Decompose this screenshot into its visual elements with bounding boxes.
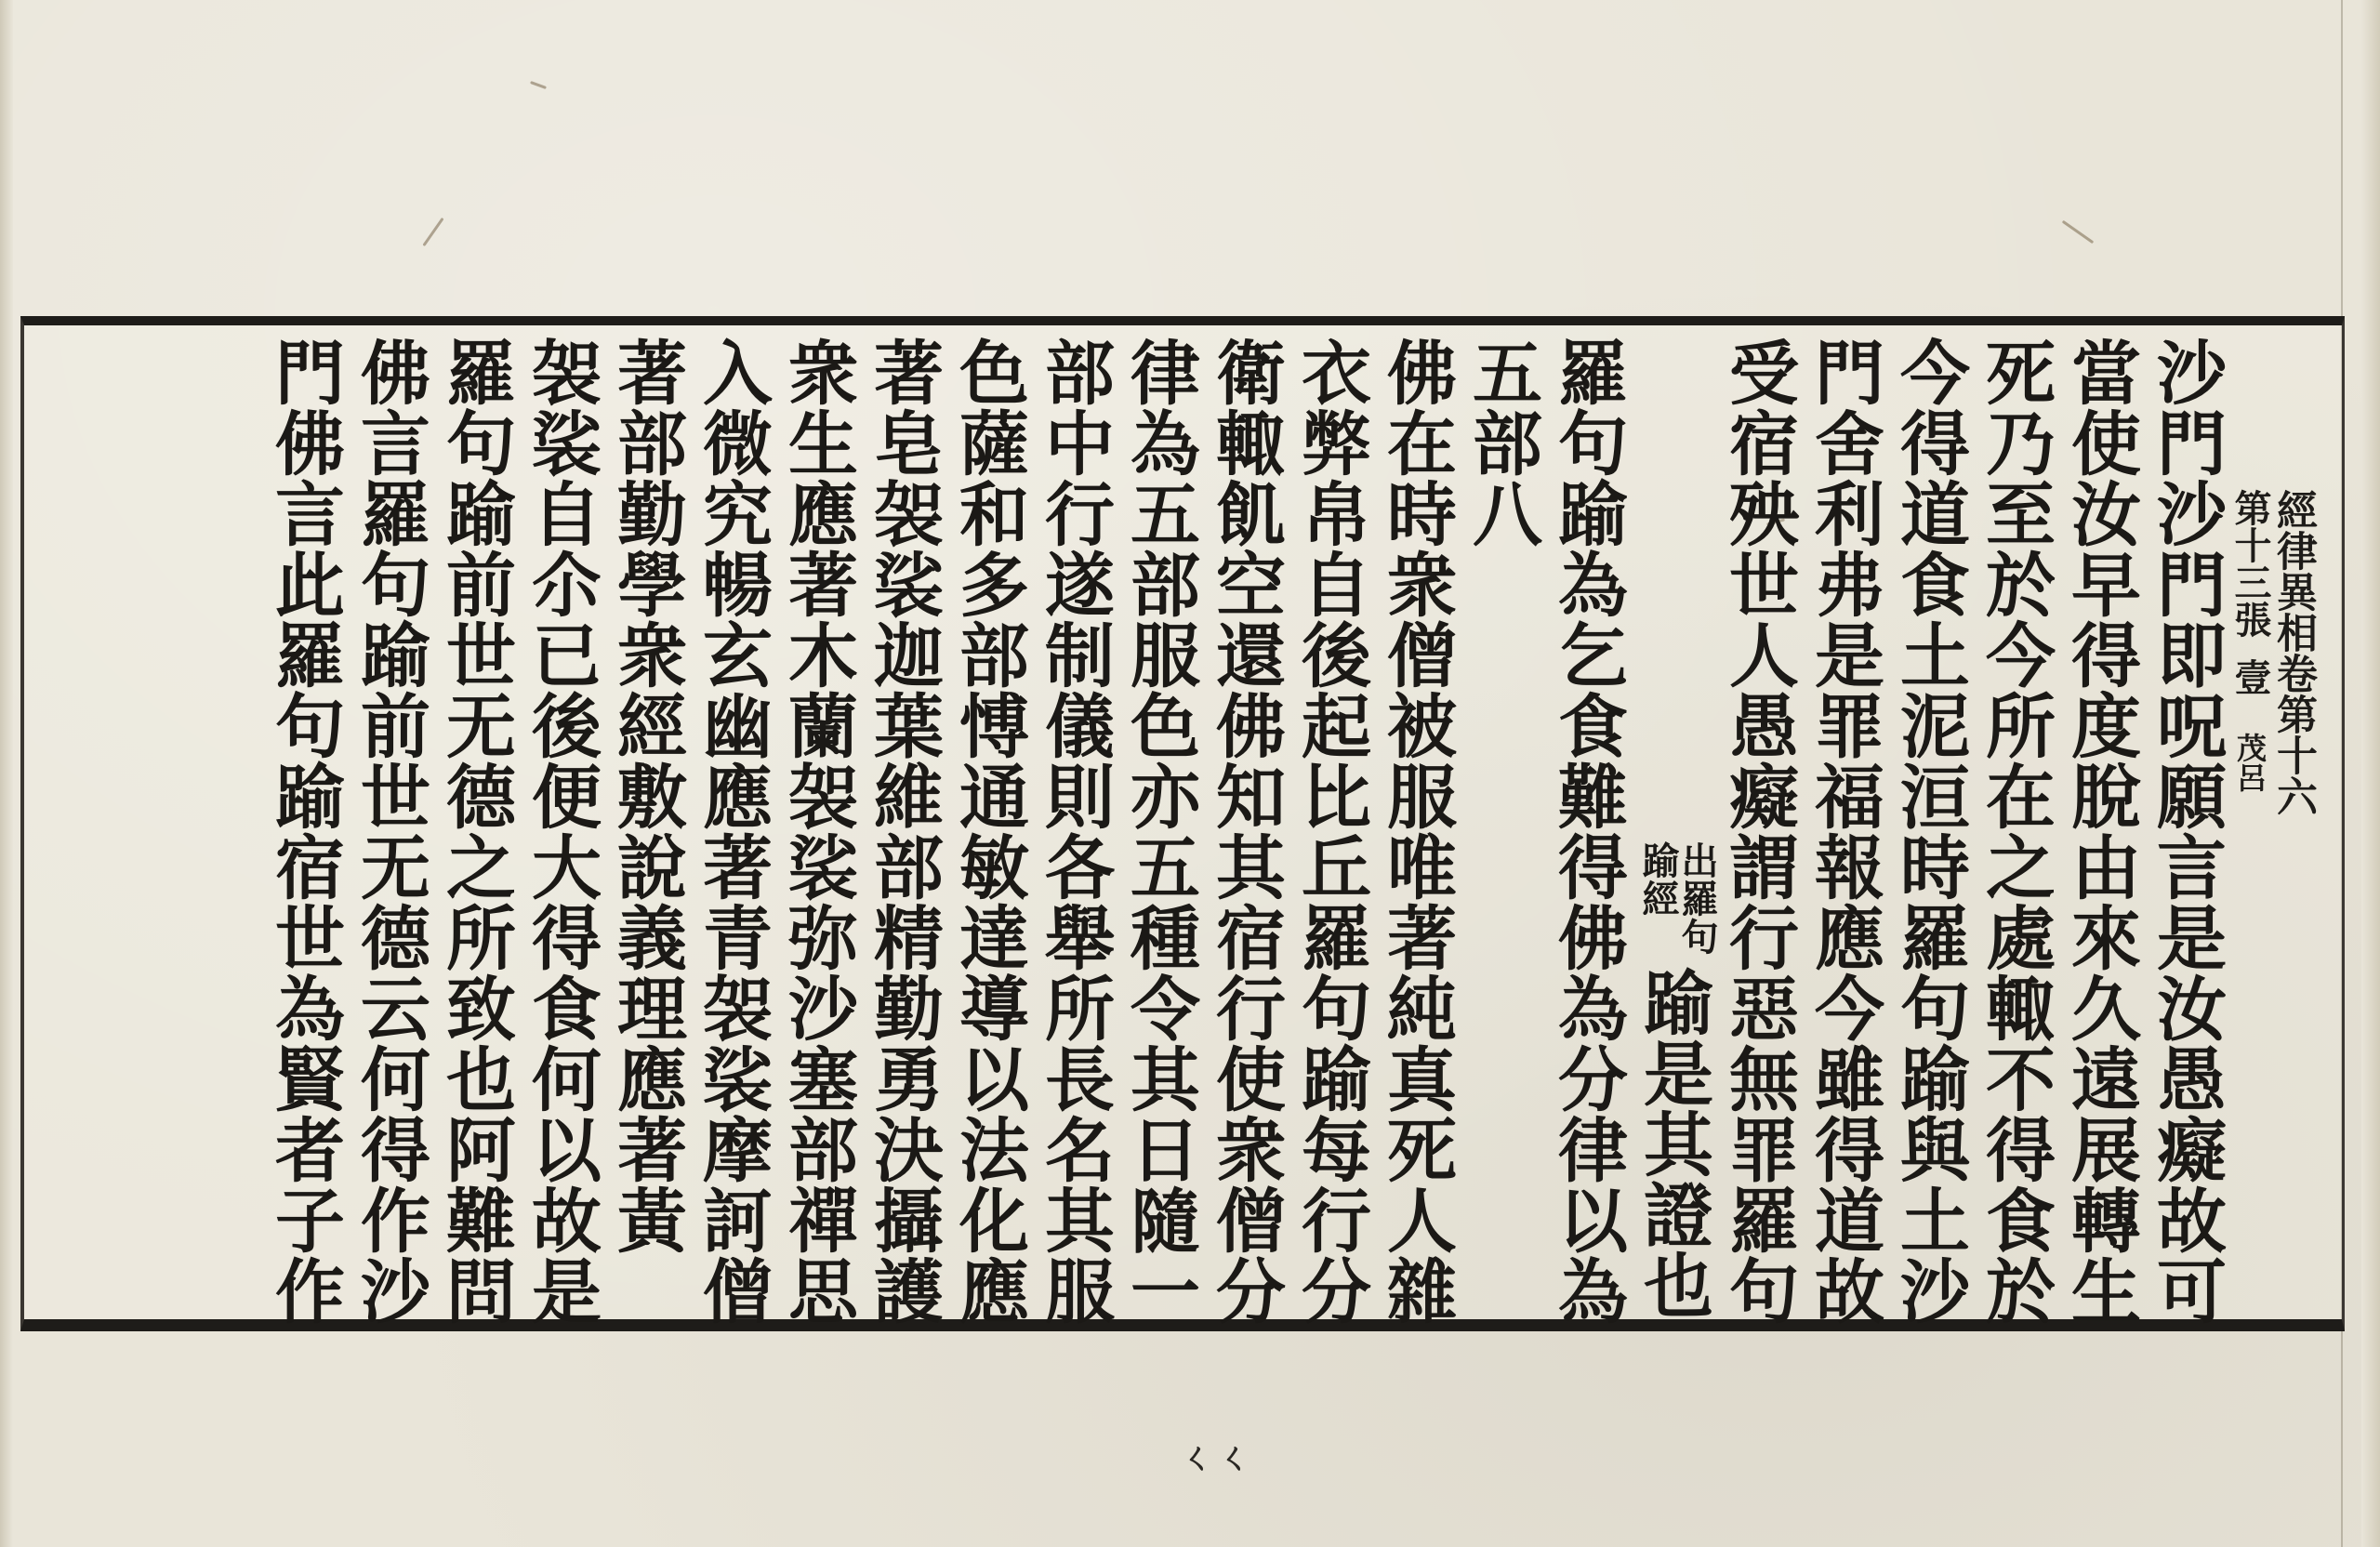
paper-fiber [422, 218, 443, 246]
text-column-3: 死乃至於今所在之處輙不得食於 [1975, 337, 2056, 1326]
text-column-16: 著皂袈裟迦葉維部精勤勇決攝護 [863, 337, 945, 1326]
text-column-7 [1631, 325, 1719, 1320]
text-column-10: 佛在時衆僧被服唯著純真死人雜 [1376, 337, 1458, 1326]
text-column-14: 部中行遂制儀則各舉所長名其服 [1034, 337, 1116, 1326]
sheet-label: 第十三張 [2228, 489, 2272, 638]
text-column-23: 門佛言此羅句踰宿世為賢者子作 [264, 337, 346, 1326]
box-mark: 壹 [2228, 658, 2272, 695]
paper-fiber [530, 81, 547, 89]
text-column-8: 羅句踰為乞食難得佛為分律以為 [1547, 337, 1629, 1326]
page-left-edge [0, 0, 13, 1547]
text-column-20: 袈裟自尒已後便大得食何以故是 [521, 337, 602, 1326]
text-column-18: 入微究暢玄幽應著青袈裟摩訶僧 [692, 337, 774, 1326]
text-column-4: 今得道食土泥洹時羅句踰與土沙 [1889, 337, 1971, 1326]
text-column-17: 衆生應著木蘭袈裟弥沙塞部禪思 [777, 337, 859, 1326]
text-column-11: 衣弊帛自後起比丘羅句踰每行分 [1290, 337, 1372, 1326]
text-column-22: 佛言羅句踰前世无德云何得作沙 [350, 337, 431, 1326]
text-column-19: 著部勤學衆經敷說義理應著黃 [606, 337, 688, 1255]
sheet-number [2229, 489, 2270, 1320]
page-right-edge [2361, 0, 2380, 1547]
text-block [37, 325, 2317, 1326]
text-column-21: 羅句踰前世无德之所致也阿難問 [435, 337, 517, 1326]
volume-title: 經律異相卷第十六 [2269, 489, 2317, 816]
page-mark: ㄑㄑ [1181, 1438, 1256, 1477]
text-column-2: 當使汝早得度脫由來久遠展轉生 [2060, 337, 2142, 1326]
text-column-15: 色薩和多部愽通敏達導以法化應 [948, 337, 1030, 1326]
paper-fiber [2062, 220, 2094, 244]
text-column-5: 門舍利弗是罪福報應今雖得道故 [1804, 337, 1885, 1326]
section-heading: 五部八 [1461, 337, 1543, 549]
text-column-13: 律為五部服色亦五種令其日隨一 [1119, 337, 1201, 1326]
text-column-1: 沙門沙門即呪願言是汝愚癡故可 [2146, 337, 2228, 1326]
carver-mark: 茂呂 [2232, 733, 2268, 792]
text-column-6: 受宿殃世人愚癡謂行惡無罪羅句 [1718, 337, 1800, 1326]
text-column-7-main: 踰是其證也 [1633, 967, 1714, 1320]
column-header [2229, 325, 2315, 1320]
text-column-12: 衛輙飢空還佛知其宿行使衆僧分 [1205, 337, 1287, 1326]
source-note: 出羅句 踰經 [1636, 841, 1719, 956]
